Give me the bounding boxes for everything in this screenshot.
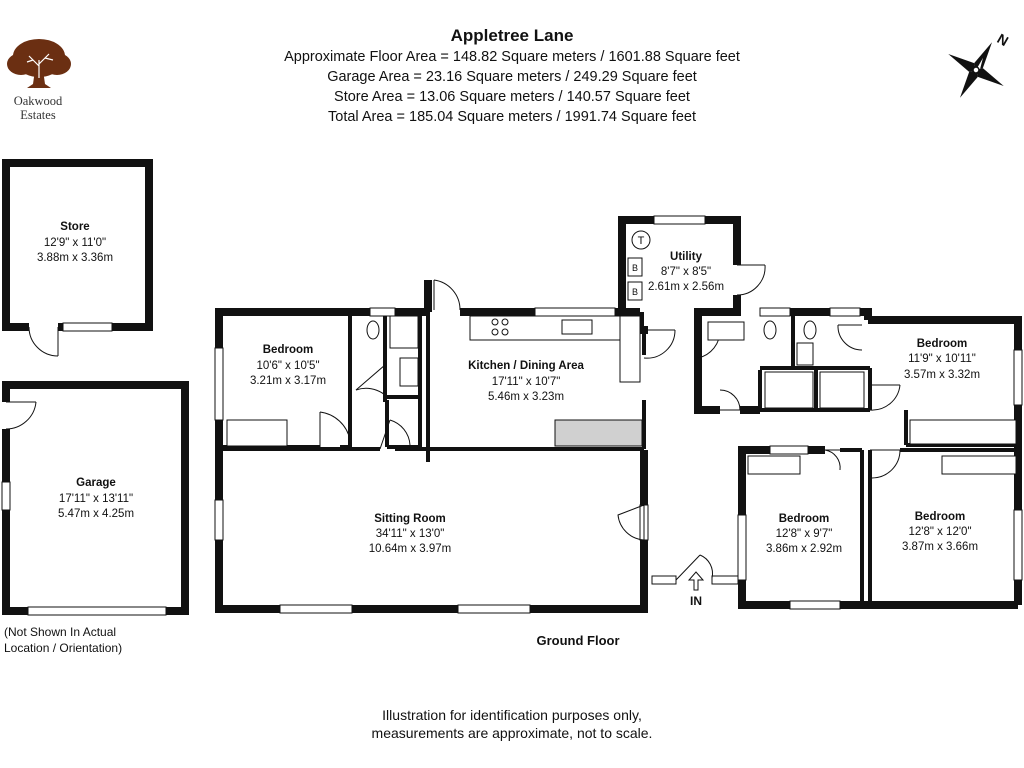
store-door [29, 327, 58, 356]
bedroom-3-name: Bedroom [778, 513, 830, 525]
bedroom-1-name: Bedroom [262, 344, 314, 356]
kitchen-imperial: 17'11" x 10'7" [491, 376, 561, 388]
bedroom-4-name: Bedroom [914, 511, 966, 523]
disclaimer [0, 706, 1024, 742]
disclaimer-line-1: Illustration for identification purposes only, [382, 707, 642, 723]
utility-metric: 2.61m x 2.56m [647, 281, 725, 293]
garage-imperial: 17'11" x 13'11" [58, 493, 134, 505]
store-name: Store [60, 221, 90, 233]
house-outer-walls [219, 220, 1018, 609]
store-imperial: 12'9" x 11'0" [43, 237, 107, 249]
room-store-label [37, 221, 113, 264]
plan-title: Appletree Lane [450, 26, 574, 45]
room-kitchen-label [468, 360, 584, 403]
room-sitting-label [369, 513, 451, 555]
room-bedroom-4-label [902, 511, 978, 553]
garage-area-line: Garage Area = 23.16 Square meters / 249.29 Square feet [327, 69, 697, 85]
bedroom-3-metric: 3.86m x 2.92m [765, 543, 843, 555]
entrance-arrow-icon [689, 572, 703, 590]
logo-line-1: Oakwood [13, 94, 63, 108]
bedroom-2-imperial: 11'9" x 10'11" [908, 353, 976, 365]
utility-boiler-label-1: B [631, 263, 639, 273]
bedroom-1-imperial: 10'6" x 10'5" [256, 360, 320, 372]
note-line-1: (Not Shown In Actual [4, 625, 117, 639]
room-garage-label [58, 477, 134, 520]
utility-imperial: 8'7" x 8'5" [660, 266, 712, 278]
bedroom-2-name: Bedroom [916, 338, 968, 350]
room-bedroom-3-label [766, 513, 842, 555]
floor-area-line: Approximate Floor Area = 148.82 Square meters / 1601.88 Square feet [284, 49, 740, 65]
store-metric: 3.88m x 3.36m [36, 252, 114, 264]
store-window [63, 323, 112, 331]
entrance-label: IN [690, 594, 702, 608]
kitchen-metric: 5.46m x 3.23m [487, 391, 565, 403]
house-interior-walls [219, 312, 1018, 605]
bedroom-2-metric: 3.57m x 3.32m [903, 369, 981, 381]
floor-label: Ground Floor [536, 633, 620, 648]
compass-north-label: N [994, 30, 1012, 50]
total-area-line: Total Area = 185.04 Square meters / 1991.74 Square feet [328, 109, 696, 125]
sitting-metric: 10.64m x 3.97m [368, 543, 452, 555]
disclaimer-line-2: measurements are approximate, not to scale. [371, 725, 653, 741]
sitting-imperial: 34'11" x 13'0" [375, 528, 445, 540]
bedroom-4-metric: 3.87m x 3.66m [901, 541, 979, 553]
sitting-name: Sitting Room [374, 513, 446, 525]
utility-tank-label: T [637, 235, 645, 247]
utility-boiler-label-2: B [631, 287, 639, 297]
garage-door [6, 402, 36, 429]
bedroom-3-imperial: 12'8" x 9'7" [775, 528, 833, 540]
store-area-line: Store Area = 13.06 Square meters / 140.57 Square feet [334, 89, 690, 105]
bedroom-1-metric: 3.21m x 3.17m [249, 375, 327, 387]
note-line-2: Location / Orientation) [4, 641, 123, 655]
bedroom-4-imperial: 12'8" x 12'0" [908, 526, 972, 538]
room-bedroom-2-label [904, 338, 980, 381]
room-bedroom-1-label [250, 344, 326, 387]
utility-name: Utility [670, 251, 702, 263]
garage-store-note [4, 624, 122, 656]
logo-line-2: Estates [20, 108, 56, 122]
garage-name: Garage [76, 477, 116, 489]
kitchen-name: Kitchen / Dining Area [468, 360, 584, 372]
room-utility-label [648, 251, 724, 293]
garage-metric: 5.47m x 4.25m [57, 508, 135, 520]
